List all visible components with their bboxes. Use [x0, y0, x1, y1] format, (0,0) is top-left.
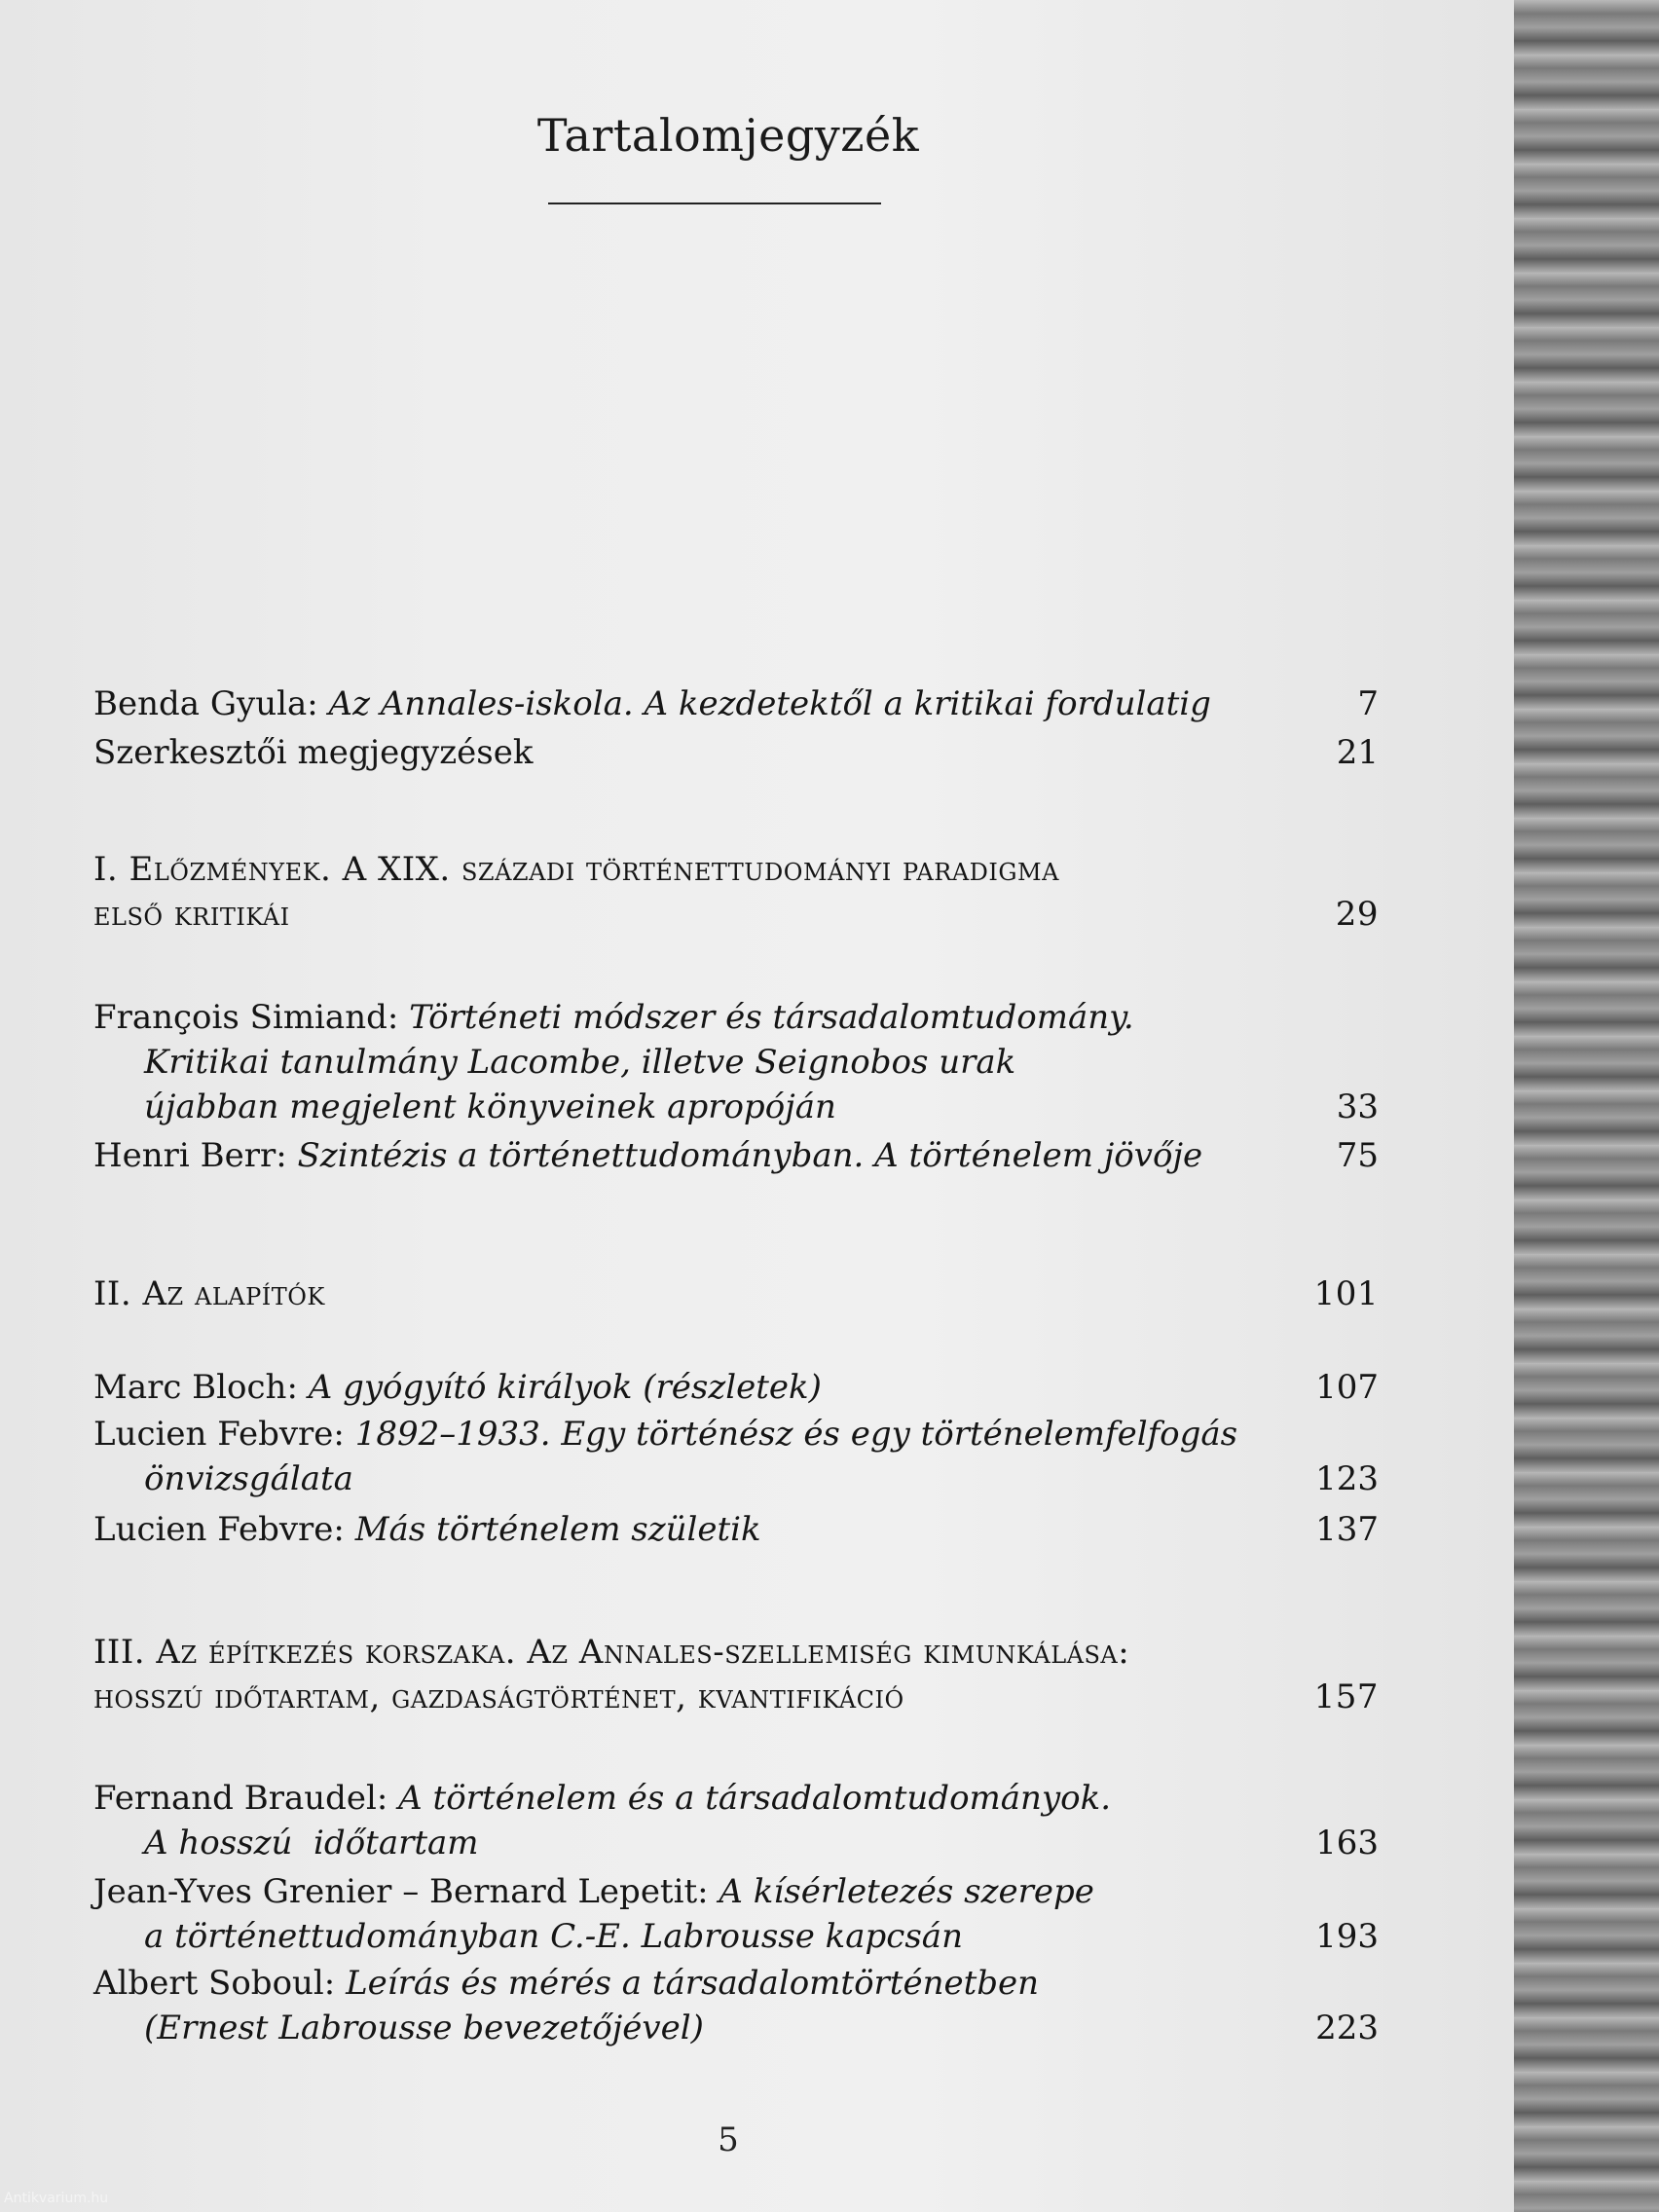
entry-page: 157 — [1313, 1677, 1379, 1716]
entry-author: Benda Gyula: — [93, 684, 329, 723]
entry-author: Jean-Yves Grenier – Bernard Lepetit: — [93, 1872, 719, 1911]
toc-entry — [93, 995, 1379, 1129]
entry-work: A gyógyító királyok (részletek) — [308, 1368, 822, 1407]
section-heading-cont: hosszú időtartam, gazdaságtörténet, kvantifikáció — [93, 1677, 904, 1716]
entry-page: 193 — [1315, 1917, 1379, 1956]
section-heading-cont: első kritikái — [93, 895, 290, 934]
entry-author: Fernand Braudel: — [93, 1779, 399, 1818]
entry-page: 21 — [1336, 733, 1379, 772]
toc-section — [93, 1630, 1379, 1719]
entry-author: Henri Berr: — [93, 1136, 298, 1175]
entry-work: Leírás és mérés a társadalomtörténetben — [346, 1964, 1040, 2003]
entry-work: Történeti módszer és társadalomtudomány. — [409, 998, 1134, 1037]
entry-page: 75 — [1336, 1136, 1379, 1175]
toc-entry — [93, 1507, 1379, 1552]
entry-work: 1892–1933. Egy történész és egy történelemfelfogás — [354, 1415, 1238, 1454]
entry-page: 163 — [1315, 1824, 1379, 1862]
entry-work-cont: Kritikai tanulmány Lacombe, illetve Seignobos urak — [144, 1043, 1016, 1082]
entry-page: 123 — [1315, 1459, 1379, 1498]
entry-author: Marc Bloch: — [93, 1368, 309, 1407]
entry-page: 137 — [1315, 1510, 1379, 1549]
entry-page: 29 — [1335, 895, 1379, 934]
toc-section — [93, 847, 1379, 937]
entry-author: Albert Soboul: — [93, 1964, 347, 2003]
book-page-edge — [1514, 0, 1659, 2212]
entry-page: 107 — [1315, 1368, 1379, 1407]
toc-entry — [93, 682, 1379, 726]
entry-author: François Simiand: — [93, 998, 410, 1037]
section-heading: I. Előzmények. A XIX. századi történettudományi paradigma — [93, 850, 1059, 889]
entry-page: 7 — [1357, 684, 1379, 723]
section-heading: III. Az építkezés korszaka. Az Annales-szellemiség kimunkálása: — [93, 1633, 1130, 1672]
entry-work: Szintézis a történettudományban. A történelem jövője — [297, 1136, 1203, 1175]
toc-entry — [93, 1961, 1379, 2050]
toc-section — [93, 1272, 1379, 1316]
entry-author: Lucien Febvre: — [93, 1415, 355, 1454]
entry-author: Lucien Febvre: — [93, 1510, 355, 1549]
entry-work-cont: (Ernest Labrousse bevezetőjével) — [144, 2009, 704, 2047]
entry-work-cont: újabban megjelent könyveinek apropóján — [144, 1088, 836, 1126]
entry-page: 101 — [1313, 1274, 1379, 1313]
toc-entry — [93, 1412, 1379, 1501]
entry-work: Az Annales-iskola. A kezdetektől a kritikai fordulatig — [328, 684, 1211, 723]
entry-author: Szerkesztői megjegyzések — [93, 733, 534, 772]
entry-work: Más történelem születik — [354, 1510, 761, 1549]
entry-work-cont: A hosszú időtartam — [144, 1824, 479, 1862]
page-number: 5 — [718, 2120, 739, 2159]
toc-entry — [93, 1776, 1379, 1865]
entry-page: 33 — [1336, 1088, 1379, 1126]
page-title: Tartalomjegyzék — [536, 109, 920, 162]
entry-work-cont: önvizsgálata — [144, 1459, 353, 1498]
entry-work: A kísérletezés szerepe — [719, 1872, 1094, 1911]
watermark-text: Antikvarium.hu — [4, 2191, 109, 2206]
toc-entry — [93, 1869, 1379, 1959]
toc-entry — [93, 1365, 1379, 1410]
entry-work-cont: a történettudományban C.-E. Labrousse kapcsán — [144, 1917, 963, 1956]
title-underline — [548, 203, 881, 204]
toc-entry — [93, 1133, 1379, 1178]
section-heading: II. Az alapítók — [93, 1274, 325, 1313]
entry-work: A történelem és a társadalomtudományok. — [398, 1779, 1112, 1818]
entry-page: 223 — [1315, 2009, 1379, 2047]
toc-entry — [93, 730, 1379, 775]
